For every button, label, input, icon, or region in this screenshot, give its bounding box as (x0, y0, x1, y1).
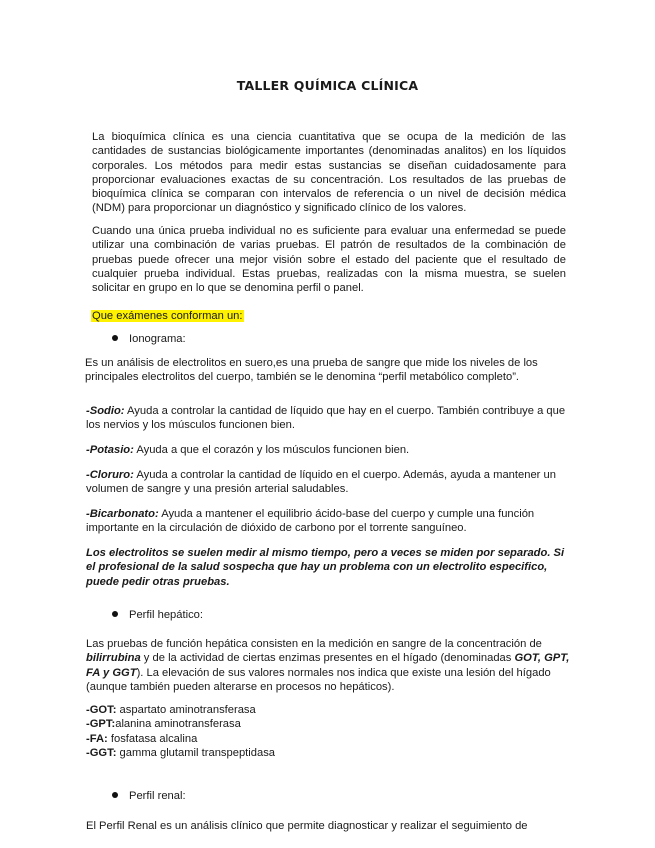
term: -GGT: (86, 746, 117, 759)
enzyme-list (86, 703, 572, 760)
definition: gamma glutamil transpeptidasa (116, 746, 276, 759)
bullet-label: Ionograma: (129, 333, 186, 345)
bullet-perfil-renal (112, 790, 186, 802)
text-part: y de la actividad de ciertas enzimas presentes en el hígado (denominadas (140, 652, 515, 665)
term: -Cloruro: (86, 469, 134, 481)
term-enzymes: GOT, GPT, FA y GGT (86, 652, 570, 679)
highlighted-question: Que exámenes conforman un: (92, 310, 243, 322)
definition: alanina aminotransferasa (115, 718, 241, 731)
term: -GOT: (86, 704, 117, 716)
electrolyte-cloruro (86, 468, 572, 497)
term: -Potasio: (86, 444, 134, 456)
electrolyte-sodio (86, 404, 572, 433)
renal-description: El Perfil Renal es un análisis clínico que permite diagnosticar y realizar el seguimiento de (86, 820, 528, 832)
definition: Ayuda a que el corazón y los músculos funcionen bien. (133, 444, 410, 456)
list-item (86, 717, 572, 731)
bullet-dot-icon (112, 792, 118, 798)
ionograma-description: Es un análisis de electrolitos en suero,es una prueba de sangre que mide los niveles de los principales electrolitos del cuerpo, también se le denomina “perfil metabólico completo”. (85, 357, 538, 384)
definition: aspartato aminotransferasa (116, 704, 256, 716)
text-part: Las pruebas de función hepática consisten en la medición en sangre de la concentración de (86, 638, 542, 650)
bullet-ionograma (112, 333, 186, 345)
bullet-dot-icon (112, 611, 118, 617)
bullet-label: Perfil renal: (129, 790, 186, 802)
list-item (86, 746, 572, 760)
definition: Ayuda a controlar la cantidad de líquido que hay en el cuerpo. También contribuye a que los nervios y los músculos funcionen bien. (86, 405, 566, 432)
definition: Ayuda a mantener el equilibrio ácido-base del cuerpo y cumple una función importante en la circulación de dióxido de carbono por el torrente sanguíneo. (86, 508, 535, 535)
electrolyte-bicarbonato (86, 507, 572, 536)
page-title: TALLER QUÍMICA CLÍNICA (236, 78, 419, 93)
term: -FA: (86, 732, 108, 745)
term-bilirrubina: bilirrubina (86, 652, 141, 665)
intro-paragraph-2: Cuando una única prueba individual no es suficiente para evaluar una enfermedad se puede utilizar una combinación de varias pruebas. El patrón de resultados de la combinación de pruebas puede ofrecer una mejor visión sobre el estado del paciente que el resultado de cualquier prueba individual. Estas pruebas, realizadas con la misma muestra, se suelen solicitar en grupo en lo que se denomina perfil o panel. (92, 225, 566, 295)
bullet-label: Perfil hepático: (129, 609, 204, 621)
definition: Ayuda a controlar la cantidad de líquido en el cuerpo. Además, ayuda a mantener un volumen de sangre y una presión arterial saludables. (86, 469, 556, 496)
definition: fosfatasa alcalina (107, 732, 198, 745)
term: -Bicarbonato: (86, 508, 159, 520)
hepatico-description (86, 637, 572, 694)
term: -Sodio: (86, 405, 125, 417)
electrolyte-potasio (86, 443, 572, 457)
bullet-dot-icon (112, 335, 118, 341)
term: -GPT: (86, 718, 116, 731)
electrolytes-note: Los electrolitos se suelen medir al mismo tiempo, pero a veces se miden por separado. Si el profesional de la salud sospecha que hay un problema con un electrolito especifico, puede pedir otras pruebas. (86, 547, 565, 588)
intro-paragraph-1: La bioquímica clínica es una ciencia cuantitativa que se ocupa de la medición de las cantidades de sustancias biológicamente importantes (denominadas analitos) en los líquidos corporales. Los métodos para medir estas sustancias se diseñan cuidadosamente para proporcionar evaluaciones exactas de su concentración. Los resultados de las pruebas de bioquímica clínica se comparan con intervalos de referencia o un nivel de decisión médica (NDM) para proporcionar un diagnóstico y significado clínico de los valores. (92, 131, 566, 215)
list-item (86, 703, 572, 717)
list-item (86, 732, 572, 746)
bullet-perfil-hepatico (112, 609, 203, 621)
text-part: ). La elevación de sus valores normales nos indica que existe una lesión del hígado (aunque también pueden alterarse en procesos no hepáticos). (86, 666, 551, 693)
